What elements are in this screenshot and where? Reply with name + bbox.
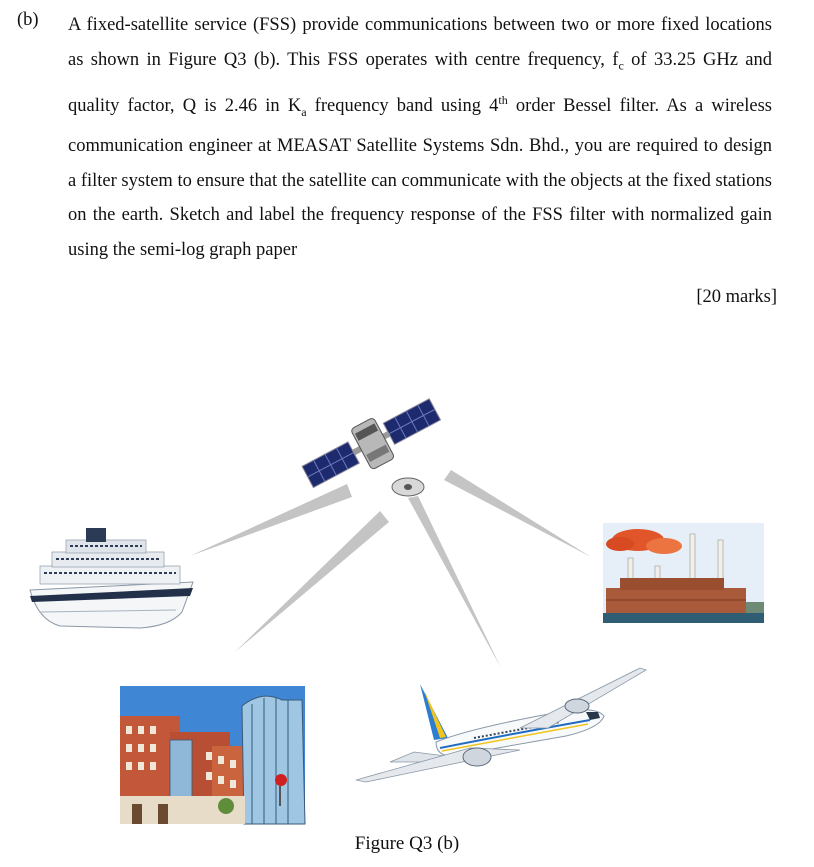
office-building-icon [120, 686, 305, 824]
airplane-icon [356, 668, 646, 782]
fc-subscript: c [618, 58, 624, 73]
beam-to-factory [444, 470, 591, 557]
power-station-icon [603, 523, 764, 623]
beams [190, 470, 591, 668]
beam-to-airplane [408, 496, 501, 668]
ka-subscript: a [301, 104, 307, 119]
question-label: (b) [17, 10, 39, 30]
beam-to-building [235, 511, 389, 652]
satellite-icon [297, 390, 446, 498]
figure-caption: Figure Q3 (b) [354, 833, 460, 854]
text-part-4: order Bessel filter. As a wireless communication engineer at MEASAT Satellite Systems Sdn. Bhd., you are required to design a filter system to ensure that the satellite can communicate with the objects at the fixed stations on the earth. Sketch and label the frequency response of the FSS filter with normalized gain using the semi-log graph paper [68, 95, 772, 260]
marks-label: [20 marks] [696, 287, 777, 307]
cruise-ship-icon [30, 528, 193, 628]
text-part-1: A fixed-satellite service (FSS) provide communications between two or more fixed locations as shown in Figure Q3 (b). This FSS operates with centre frequency, f [68, 15, 772, 70]
text-part-3: frequency band using 4 [306, 95, 499, 116]
order-superscript: th [498, 92, 508, 107]
beam-to-ship [190, 484, 352, 556]
text-part-2: of 33.25 GHz and quality factor, Q is 2.46 in K [68, 49, 772, 116]
